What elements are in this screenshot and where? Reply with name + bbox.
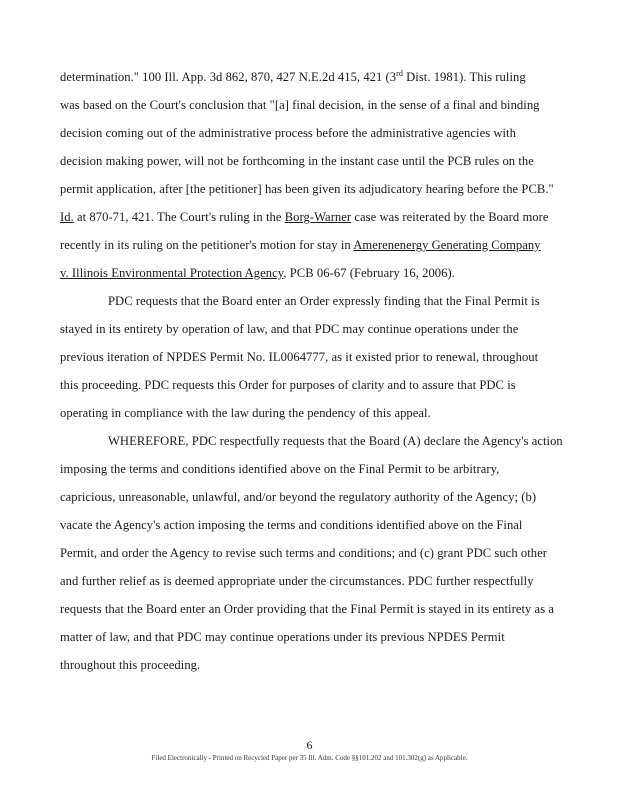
superscript: rd — [396, 68, 403, 78]
p3-line-2: imposing the terms and conditions identified above on the Final Permit to be arbitrary, — [60, 462, 500, 476]
text: Dist. 1981). This ruling — [402, 70, 526, 84]
p2-line-3: previous iteration of NPDES Permit No. IL0064777, as it existed prior to renewal, throughout — [60, 350, 539, 364]
text: at 870-71, 421. The Court's ruling in the — [73, 210, 285, 224]
p1-line-2: was based on the Court's conclusion that "[a] final decision, in the sense of a final and binding — [60, 98, 540, 112]
p3-line-6: and further relief as is deemed appropriate under the circumstances. PDC further respectfully — [60, 574, 534, 588]
p2-line-5: operating in compliance with the law during the pendency of this appeal. — [60, 406, 431, 420]
text: , PCB 06-67 (February 16, 2006). — [283, 266, 455, 280]
case-name: v. Illinois Environmental Protection Agency — [60, 266, 284, 280]
p2-line-1: PDC requests that the Board enter an Order expressly finding that the Final Permit is — [108, 294, 540, 308]
p3-line-8: matter of law, and that PDC may continue operations under its previous NPDES Permit — [60, 630, 505, 644]
p1-line-6 — [60, 210, 549, 225]
p3-line-3: capricious, unreasonable, unlawful, and/or beyond the regulatory authority of the Agency; (b) — [60, 490, 537, 504]
filing-footer: Filed Electronically - Printed on Recycled Paper per 35 Ill. Adm. Code §§101.202 and 101.302(g) as Applicable. — [151, 754, 468, 762]
p1-line-1 — [60, 70, 526, 85]
text: determination." 100 Ill. App. 3d 862, 870, 427 N.E.2d 415, 421 (3 — [60, 70, 397, 84]
p3-line-7: requests that the Board enter an Order providing that the Final Permit is stayed in its entirety as a — [60, 602, 554, 616]
p2-line-2: stayed in its entirety by operation of law, and that PDC may continue operations under the — [60, 322, 519, 336]
p1-line-4: decision making power, will not be forthcoming in the instant case until the PCB rules on the — [60, 154, 534, 168]
p2-line-4: this proceeding. PDC requests this Order for purposes of clarity and to assure that PDC is — [60, 378, 516, 392]
text: case was reiterated by the Board more — [351, 210, 549, 224]
p3-line-9: throughout this proceeding. — [60, 658, 201, 672]
case-name: Amerenenergy Generating Company — [353, 238, 541, 252]
p3-line-4: vacate the Agency's action imposing the terms and conditions identified above on the Final — [60, 518, 523, 532]
case-name: Borg-Warner — [284, 210, 352, 224]
p1-line-5: permit application, after [the petitioner] has been given its adjudicatory hearing before the PCB." — [60, 182, 554, 196]
p1-line-3: decision coming out of the administrative process before the administrative agencies with — [60, 126, 516, 140]
p1-line-7 — [60, 238, 541, 253]
p3-line-5: Permit, and order the Agency to revise such terms and conditions; and (c) grant PDC such other — [60, 546, 547, 560]
page-number: 6 — [306, 738, 313, 752]
p3-line-1: WHEREFORE, PDC respectfully requests that the Board (A) declare the Agency's action — [108, 434, 563, 448]
p1-line-8 — [60, 266, 455, 281]
text: recently in its ruling on the petitioner's motion for stay in — [60, 238, 354, 252]
citation-id: Id. — [60, 210, 74, 224]
